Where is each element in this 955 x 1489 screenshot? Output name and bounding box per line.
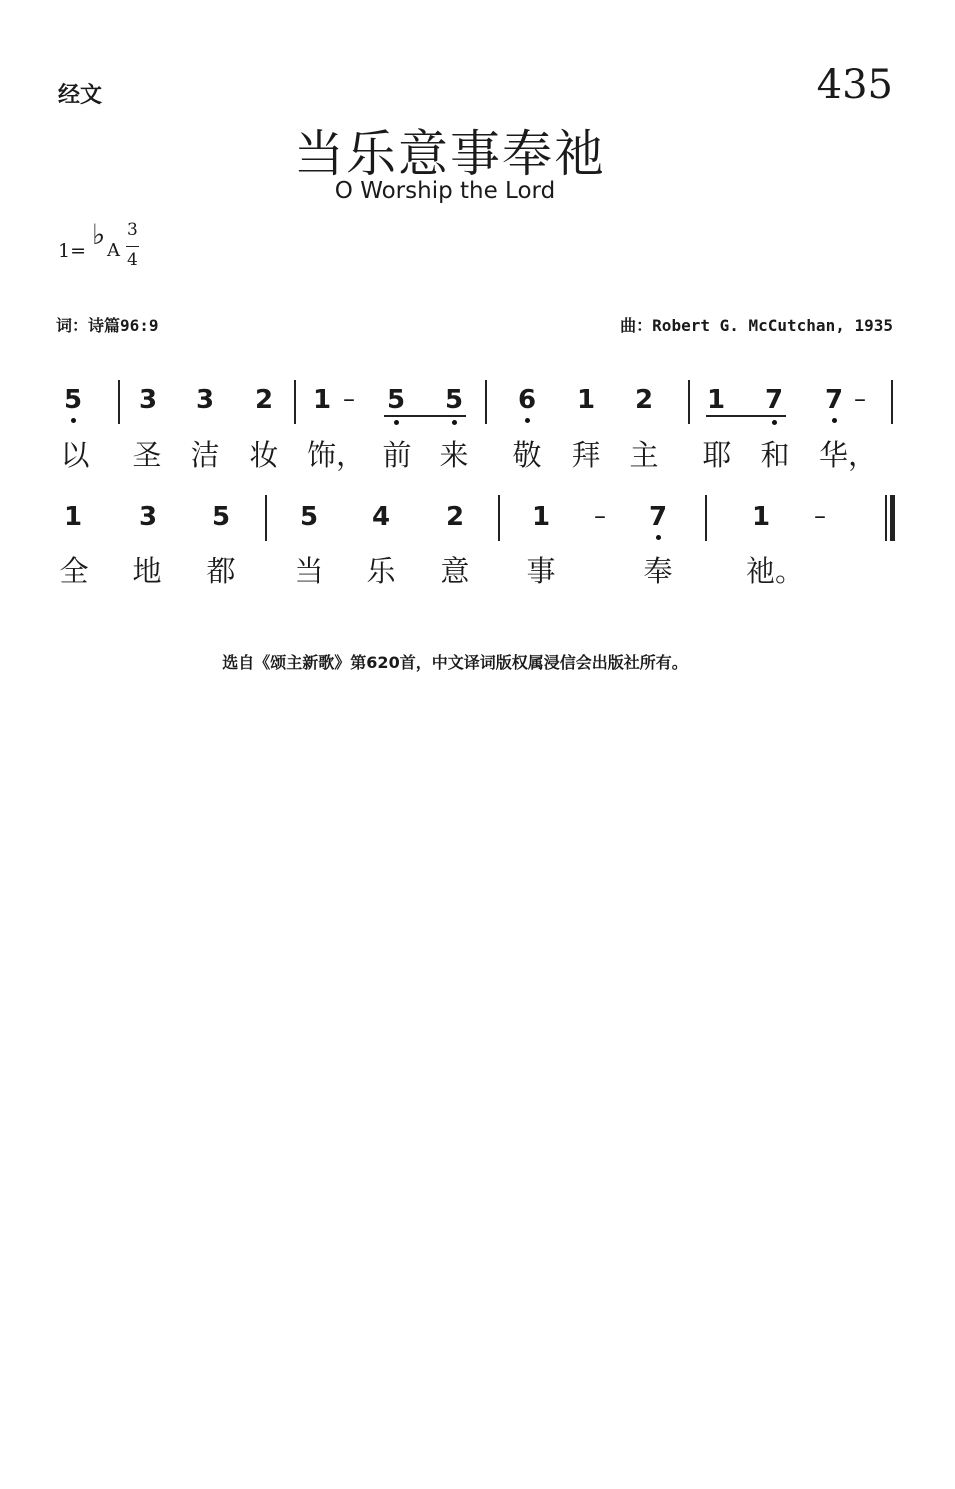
note: 3 — [195, 385, 215, 415]
note: 7 — [648, 502, 668, 532]
note: 5 — [211, 502, 231, 532]
lyric: 以 — [60, 438, 90, 472]
note: 5 — [299, 502, 319, 532]
note: 7 — [824, 385, 844, 415]
lyric: 事 — [526, 554, 556, 588]
lyric: 来 — [439, 438, 469, 472]
lyric: 奉 — [643, 554, 673, 588]
final-barline-thick — [890, 495, 895, 541]
key-note: A — [107, 240, 120, 261]
note: 7 — [764, 385, 784, 415]
barline — [265, 495, 267, 541]
note: 6 — [517, 385, 537, 415]
composer-credit: 曲：Robert G. McCutchan, 1935 — [620, 316, 893, 335]
note: 2 — [254, 385, 274, 415]
lyric: 主 — [629, 438, 659, 472]
lyric: 华， — [819, 438, 878, 472]
lyric: 圣 — [132, 438, 162, 472]
note: 4 — [371, 502, 391, 532]
lyric: 前 — [382, 438, 412, 472]
time-numerator: 3 — [127, 220, 138, 240]
lyric: 乐 — [366, 554, 396, 588]
key-prefix: 1= — [58, 240, 87, 262]
note: 5 — [63, 385, 83, 415]
lyric: 和 — [760, 438, 790, 472]
hold-dash: – — [814, 502, 826, 530]
hymn-title: 当乐意事奉祂 — [294, 125, 606, 183]
barline — [498, 495, 500, 541]
score-line-2 — [0, 0, 955, 600]
flat-icon: ♭ — [92, 218, 106, 251]
note: 1 — [706, 385, 726, 415]
lyric: 饰， — [307, 438, 366, 472]
note: 3 — [138, 385, 158, 415]
note: 2 — [634, 385, 654, 415]
lyric: 都 — [206, 554, 236, 588]
lyric: 敬 — [512, 438, 542, 472]
lyric: 耶 — [702, 438, 732, 472]
note: 5 — [444, 385, 464, 415]
note: 1 — [63, 502, 83, 532]
final-barline-thin — [885, 495, 887, 541]
copyright-note: 选自《颂主新歌》第620首，中文译词版权属浸信会出版社所有。 — [222, 653, 688, 672]
lyric: 妆 — [249, 438, 279, 472]
note: 1 — [751, 502, 771, 532]
lyricist-credit: 词：诗篇96:9 — [56, 316, 159, 335]
note: 3 — [138, 502, 158, 532]
hold-dash: – — [594, 502, 606, 530]
lyric: 意 — [440, 554, 470, 588]
lyric: 拜 — [571, 438, 601, 472]
lyric: 洁 — [190, 438, 220, 472]
lyric: 地 — [132, 554, 162, 588]
hold-dash: – — [343, 385, 355, 413]
lyric: 当 — [294, 554, 324, 588]
category-label: 经文 — [58, 83, 103, 108]
note: 1 — [312, 385, 332, 415]
barline — [705, 495, 707, 541]
note: 1 — [531, 502, 551, 532]
low-octave-dot — [656, 535, 661, 540]
hymn-number: 435 — [816, 62, 893, 108]
note: 1 — [576, 385, 596, 415]
hold-dash: – — [854, 385, 866, 413]
note: 2 — [445, 502, 465, 532]
hymn-subtitle: O Worship the Lord — [334, 178, 556, 204]
lyric: 全 — [59, 554, 89, 588]
note: 5 — [386, 385, 406, 415]
lyric: 祂。 — [746, 554, 805, 588]
time-denominator: 4 — [127, 250, 138, 270]
